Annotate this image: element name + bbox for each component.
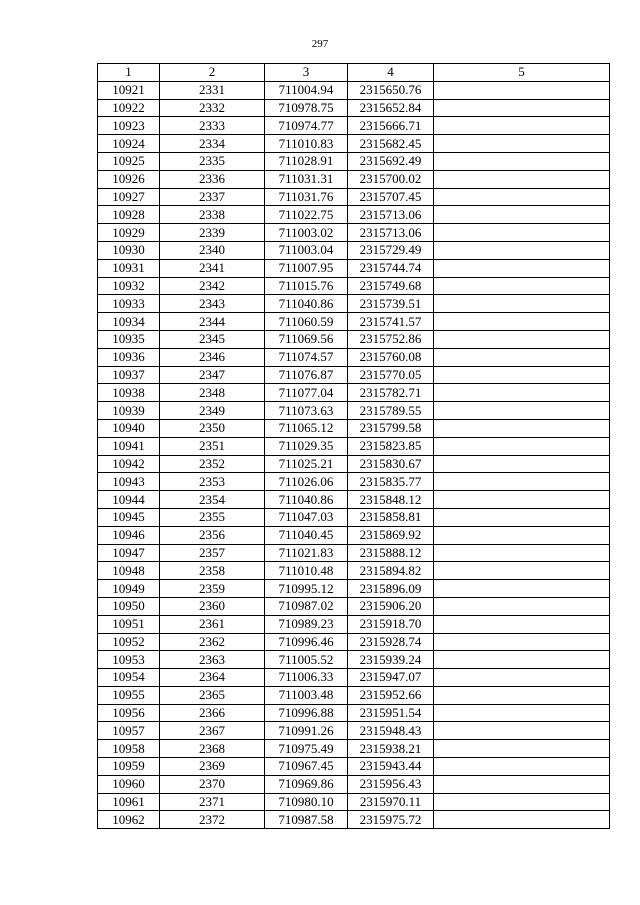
cell-note (434, 651, 610, 669)
table-row (98, 188, 610, 206)
cell-point-number: 10955 (98, 686, 160, 704)
table-row (98, 508, 610, 526)
cell-vertex-number: 2363 (160, 651, 265, 669)
cell-point-number: 10959 (98, 758, 160, 776)
cell-y-coordinate: 2315918.70 (348, 615, 434, 633)
cell-note (434, 473, 610, 491)
cell-point-number: 10937 (98, 366, 160, 384)
cell-note (434, 348, 610, 366)
cell-vertex-number: 2350 (160, 419, 265, 437)
cell-x-coordinate: 711029.35 (265, 437, 348, 455)
table-body (98, 81, 610, 828)
table-row (98, 651, 610, 669)
cell-vertex-number: 2351 (160, 437, 265, 455)
cell-note (434, 384, 610, 402)
cell-point-number: 10938 (98, 384, 160, 402)
cell-vertex-number: 2356 (160, 526, 265, 544)
table-row (98, 811, 610, 829)
cell-vertex-number: 2344 (160, 313, 265, 331)
cell-x-coordinate: 711003.02 (265, 224, 348, 242)
cell-note (434, 313, 610, 331)
cell-y-coordinate: 2315896.09 (348, 580, 434, 598)
coordinates-table (97, 63, 610, 829)
cell-note (434, 580, 610, 598)
cell-x-coordinate: 711028.91 (265, 152, 348, 170)
header-col-4: 4 (348, 64, 434, 82)
cell-y-coordinate: 2315752.86 (348, 330, 434, 348)
table-row (98, 526, 610, 544)
cell-point-number: 10939 (98, 402, 160, 420)
header-col-5: 5 (434, 64, 610, 82)
table-row (98, 615, 610, 633)
cell-x-coordinate: 711022.75 (265, 206, 348, 224)
cell-note (434, 224, 610, 242)
cell-point-number: 10933 (98, 295, 160, 313)
cell-vertex-number: 2360 (160, 597, 265, 615)
cell-y-coordinate: 2315650.76 (348, 81, 434, 99)
cell-x-coordinate: 711015.76 (265, 277, 348, 295)
cell-x-coordinate: 711021.83 (265, 544, 348, 562)
cell-point-number: 10928 (98, 206, 160, 224)
cell-point-number: 10958 (98, 740, 160, 758)
cell-y-coordinate: 2315789.55 (348, 402, 434, 420)
cell-point-number: 10943 (98, 473, 160, 491)
cell-x-coordinate: 710989.23 (265, 615, 348, 633)
cell-point-number: 10936 (98, 348, 160, 366)
cell-y-coordinate: 2315951.54 (348, 704, 434, 722)
cell-x-coordinate: 710991.26 (265, 722, 348, 740)
cell-x-coordinate: 711040.86 (265, 491, 348, 509)
cell-vertex-number: 2349 (160, 402, 265, 420)
table-row (98, 241, 610, 259)
cell-point-number: 10951 (98, 615, 160, 633)
table-row (98, 491, 610, 509)
cell-y-coordinate: 2315947.07 (348, 669, 434, 687)
cell-note (434, 135, 610, 153)
cell-note (434, 277, 610, 295)
cell-vertex-number: 2367 (160, 722, 265, 740)
cell-point-number: 10927 (98, 188, 160, 206)
cell-y-coordinate: 2315975.72 (348, 811, 434, 829)
cell-vertex-number: 2340 (160, 241, 265, 259)
cell-x-coordinate: 711003.48 (265, 686, 348, 704)
cell-point-number: 10922 (98, 99, 160, 117)
table-row (98, 170, 610, 188)
cell-point-number: 10960 (98, 775, 160, 793)
cell-vertex-number: 2348 (160, 384, 265, 402)
cell-x-coordinate: 711003.04 (265, 241, 348, 259)
table-row (98, 544, 610, 562)
cell-vertex-number: 2355 (160, 508, 265, 526)
table-row (98, 633, 610, 651)
cell-point-number: 10962 (98, 811, 160, 829)
cell-y-coordinate: 2315744.74 (348, 259, 434, 277)
cell-vertex-number: 2354 (160, 491, 265, 509)
cell-x-coordinate: 710967.45 (265, 758, 348, 776)
cell-vertex-number: 2333 (160, 117, 265, 135)
table-row (98, 330, 610, 348)
cell-y-coordinate: 2315956.43 (348, 775, 434, 793)
cell-y-coordinate: 2315713.06 (348, 206, 434, 224)
cell-x-coordinate: 710980.10 (265, 793, 348, 811)
table-row (98, 437, 610, 455)
cell-vertex-number: 2341 (160, 259, 265, 277)
table-row (98, 740, 610, 758)
cell-note (434, 722, 610, 740)
table-row (98, 384, 610, 402)
cell-vertex-number: 2342 (160, 277, 265, 295)
cell-y-coordinate: 2315835.77 (348, 473, 434, 491)
cell-x-coordinate: 711040.45 (265, 526, 348, 544)
cell-y-coordinate: 2315869.92 (348, 526, 434, 544)
cell-note (434, 188, 610, 206)
cell-point-number: 10945 (98, 508, 160, 526)
cell-x-coordinate: 711031.76 (265, 188, 348, 206)
cell-x-coordinate: 711073.63 (265, 402, 348, 420)
cell-note (434, 615, 610, 633)
table-row (98, 206, 610, 224)
cell-note (434, 206, 610, 224)
cell-vertex-number: 2371 (160, 793, 265, 811)
table-row (98, 580, 610, 598)
cell-note (434, 669, 610, 687)
cell-vertex-number: 2365 (160, 686, 265, 704)
cell-y-coordinate: 2315749.68 (348, 277, 434, 295)
cell-note (434, 419, 610, 437)
table-row (98, 686, 610, 704)
cell-y-coordinate: 2315830.67 (348, 455, 434, 473)
cell-point-number: 10954 (98, 669, 160, 687)
cell-y-coordinate: 2315939.24 (348, 651, 434, 669)
table-row (98, 224, 610, 242)
cell-x-coordinate: 711069.56 (265, 330, 348, 348)
cell-y-coordinate: 2315928.74 (348, 633, 434, 651)
cell-vertex-number: 2343 (160, 295, 265, 313)
cell-y-coordinate: 2315760.08 (348, 348, 434, 366)
cell-x-coordinate: 711025.21 (265, 455, 348, 473)
cell-note (434, 81, 610, 99)
cell-y-coordinate: 2315906.20 (348, 597, 434, 615)
table-row (98, 313, 610, 331)
table-row (98, 758, 610, 776)
cell-y-coordinate: 2315700.02 (348, 170, 434, 188)
cell-point-number: 10921 (98, 81, 160, 99)
cell-note (434, 295, 610, 313)
cell-y-coordinate: 2315729.49 (348, 241, 434, 259)
cell-y-coordinate: 2315682.45 (348, 135, 434, 153)
cell-x-coordinate: 711040.86 (265, 295, 348, 313)
cell-x-coordinate: 711074.57 (265, 348, 348, 366)
cell-x-coordinate: 710969.86 (265, 775, 348, 793)
cell-y-coordinate: 2315692.49 (348, 152, 434, 170)
cell-note (434, 597, 610, 615)
cell-x-coordinate: 711026.06 (265, 473, 348, 491)
cell-y-coordinate: 2315741.57 (348, 313, 434, 331)
cell-vertex-number: 2331 (160, 81, 265, 99)
cell-note (434, 544, 610, 562)
cell-x-coordinate: 711004.94 (265, 81, 348, 99)
cell-point-number: 10926 (98, 170, 160, 188)
table-row (98, 562, 610, 580)
cell-note (434, 437, 610, 455)
table-row (98, 597, 610, 615)
cell-point-number: 10941 (98, 437, 160, 455)
cell-note (434, 455, 610, 473)
cell-vertex-number: 2372 (160, 811, 265, 829)
cell-note (434, 241, 610, 259)
cell-vertex-number: 2337 (160, 188, 265, 206)
table-row (98, 455, 610, 473)
cell-note (434, 117, 610, 135)
cell-x-coordinate: 710974.77 (265, 117, 348, 135)
cell-y-coordinate: 2315666.71 (348, 117, 434, 135)
cell-point-number: 10953 (98, 651, 160, 669)
cell-x-coordinate: 710978.75 (265, 99, 348, 117)
cell-vertex-number: 2369 (160, 758, 265, 776)
cell-note (434, 562, 610, 580)
cell-y-coordinate: 2315952.66 (348, 686, 434, 704)
cell-note (434, 330, 610, 348)
cell-vertex-number: 2332 (160, 99, 265, 117)
cell-y-coordinate: 2315713.06 (348, 224, 434, 242)
cell-vertex-number: 2364 (160, 669, 265, 687)
cell-vertex-number: 2370 (160, 775, 265, 793)
cell-note (434, 491, 610, 509)
cell-x-coordinate: 710996.88 (265, 704, 348, 722)
table-row (98, 722, 610, 740)
cell-point-number: 10961 (98, 793, 160, 811)
cell-point-number: 10930 (98, 241, 160, 259)
cell-y-coordinate: 2315970.11 (348, 793, 434, 811)
cell-note (434, 704, 610, 722)
table-row (98, 295, 610, 313)
cell-point-number: 10925 (98, 152, 160, 170)
cell-point-number: 10946 (98, 526, 160, 544)
cell-x-coordinate: 711005.52 (265, 651, 348, 669)
cell-x-coordinate: 711031.31 (265, 170, 348, 188)
table-row (98, 117, 610, 135)
cell-note (434, 758, 610, 776)
cell-point-number: 10942 (98, 455, 160, 473)
table-row (98, 704, 610, 722)
cell-vertex-number: 2352 (160, 455, 265, 473)
cell-y-coordinate: 2315799.58 (348, 419, 434, 437)
table-row (98, 419, 610, 437)
cell-note (434, 526, 610, 544)
table-row (98, 81, 610, 99)
cell-x-coordinate: 710975.49 (265, 740, 348, 758)
cell-y-coordinate: 2315770.05 (348, 366, 434, 384)
cell-vertex-number: 2338 (160, 206, 265, 224)
cell-vertex-number: 2345 (160, 330, 265, 348)
cell-x-coordinate: 711065.12 (265, 419, 348, 437)
cell-x-coordinate: 711007.95 (265, 259, 348, 277)
cell-x-coordinate: 711077.04 (265, 384, 348, 402)
table-row (98, 669, 610, 687)
cell-x-coordinate: 711006.33 (265, 669, 348, 687)
cell-y-coordinate: 2315948.43 (348, 722, 434, 740)
cell-point-number: 10952 (98, 633, 160, 651)
table-row (98, 152, 610, 170)
header-row (98, 64, 610, 82)
cell-note (434, 775, 610, 793)
cell-vertex-number: 2335 (160, 152, 265, 170)
cell-point-number: 10934 (98, 313, 160, 331)
cell-x-coordinate: 710996.46 (265, 633, 348, 651)
cell-vertex-number: 2339 (160, 224, 265, 242)
cell-x-coordinate: 711047.03 (265, 508, 348, 526)
cell-point-number: 10949 (98, 580, 160, 598)
cell-y-coordinate: 2315652.84 (348, 99, 434, 117)
cell-point-number: 10947 (98, 544, 160, 562)
cell-x-coordinate: 711010.48 (265, 562, 348, 580)
cell-point-number: 10929 (98, 224, 160, 242)
table-row (98, 366, 610, 384)
cell-note (434, 402, 610, 420)
cell-vertex-number: 2347 (160, 366, 265, 384)
table-row (98, 793, 610, 811)
header-col-1: 1 (98, 64, 160, 82)
cell-note (434, 686, 610, 704)
cell-note (434, 740, 610, 758)
cell-point-number: 10950 (98, 597, 160, 615)
cell-vertex-number: 2357 (160, 544, 265, 562)
cell-note (434, 793, 610, 811)
table-row (98, 473, 610, 491)
cell-point-number: 10931 (98, 259, 160, 277)
table-row (98, 775, 610, 793)
cell-x-coordinate: 710987.02 (265, 597, 348, 615)
cell-y-coordinate: 2315888.12 (348, 544, 434, 562)
header-col-3: 3 (265, 64, 348, 82)
cell-note (434, 508, 610, 526)
table-row (98, 259, 610, 277)
cell-note (434, 811, 610, 829)
cell-vertex-number: 2358 (160, 562, 265, 580)
cell-note (434, 366, 610, 384)
cell-point-number: 10940 (98, 419, 160, 437)
cell-y-coordinate: 2315894.82 (348, 562, 434, 580)
cell-vertex-number: 2334 (160, 135, 265, 153)
table-row (98, 402, 610, 420)
table-row (98, 135, 610, 153)
cell-vertex-number: 2362 (160, 633, 265, 651)
table-row (98, 99, 610, 117)
cell-note (434, 259, 610, 277)
cell-vertex-number: 2336 (160, 170, 265, 188)
page-number: 297 (311, 38, 329, 50)
cell-x-coordinate: 711076.87 (265, 366, 348, 384)
cell-note (434, 99, 610, 117)
table-row (98, 348, 610, 366)
cell-point-number: 10932 (98, 277, 160, 295)
cell-vertex-number: 2353 (160, 473, 265, 491)
cell-x-coordinate: 710995.12 (265, 580, 348, 598)
cell-vertex-number: 2361 (160, 615, 265, 633)
cell-point-number: 10957 (98, 722, 160, 740)
cell-point-number: 10956 (98, 704, 160, 722)
cell-vertex-number: 2346 (160, 348, 265, 366)
cell-y-coordinate: 2315782.71 (348, 384, 434, 402)
table-row (98, 277, 610, 295)
cell-point-number: 10924 (98, 135, 160, 153)
cell-x-coordinate: 710987.58 (265, 811, 348, 829)
cell-y-coordinate: 2315943.44 (348, 758, 434, 776)
cell-note (434, 633, 610, 651)
cell-vertex-number: 2359 (160, 580, 265, 598)
cell-y-coordinate: 2315858.81 (348, 508, 434, 526)
cell-note (434, 152, 610, 170)
cell-point-number: 10935 (98, 330, 160, 348)
header-col-2: 2 (160, 64, 265, 82)
cell-x-coordinate: 711010.83 (265, 135, 348, 153)
cell-y-coordinate: 2315938.21 (348, 740, 434, 758)
cell-y-coordinate: 2315823.85 (348, 437, 434, 455)
table-header (98, 64, 610, 82)
cell-vertex-number: 2368 (160, 740, 265, 758)
cell-y-coordinate: 2315739.51 (348, 295, 434, 313)
cell-note (434, 170, 610, 188)
cell-x-coordinate: 711060.59 (265, 313, 348, 331)
cell-y-coordinate: 2315848.12 (348, 491, 434, 509)
cell-point-number: 10944 (98, 491, 160, 509)
cell-point-number: 10948 (98, 562, 160, 580)
cell-point-number: 10923 (98, 117, 160, 135)
cell-y-coordinate: 2315707.45 (348, 188, 434, 206)
cell-vertex-number: 2366 (160, 704, 265, 722)
